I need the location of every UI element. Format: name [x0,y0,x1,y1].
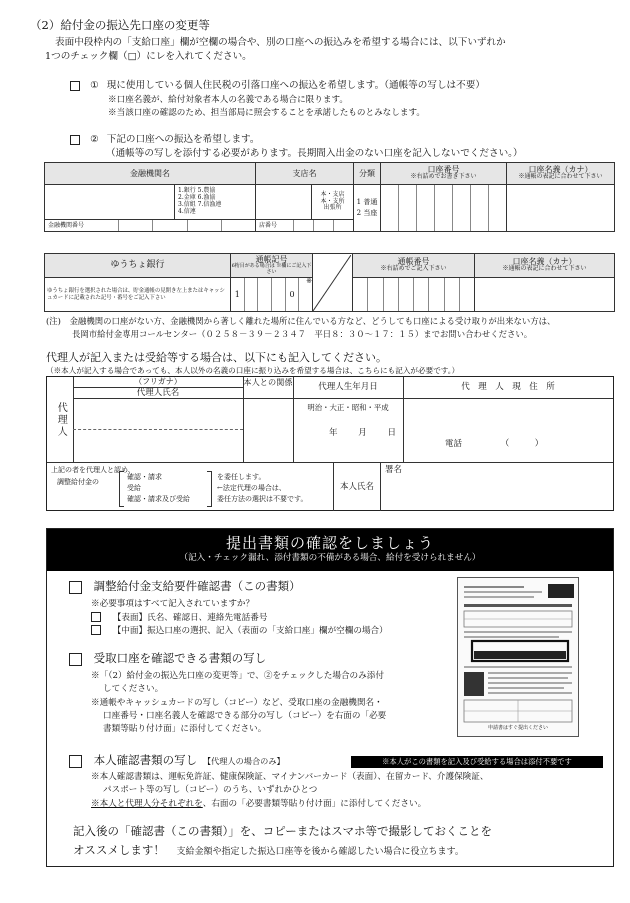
item2-checkbox[interactable] [69,653,82,666]
bank-code-digit[interactable] [187,220,221,231]
bank-type-list: 1.銀行 5.農協 2.金庫 6.漁協 3.信組 7.信漁連 4.信連 [175,185,256,220]
branch-name-header: 支店名 [256,163,354,185]
section-intro-line2: 1つのチェック欄（□）にレを入れてください。 [45,51,252,62]
thumbnail-caption: 申請書はすぐ提出ください [487,725,548,731]
notice: (注) 金融機関の口座がない方、金融機関から著しく離れた場所に住んでいる方など、どうしても口座による受け取りが出来ない方は、 [46,316,556,326]
account-type-options[interactable]: 1 普通 2 当座 [354,185,381,232]
branch-type-list: 本・支店 本・支所 出張所 [312,185,354,220]
yucho-holder-input[interactable] [475,278,615,312]
relation-input[interactable] [243,399,293,462]
checklist-item1: 調整給付金支給要件確認書（この書類） [69,579,301,594]
item3-note1: ※本人確認書類は、運転免許証、健康保険証、マイナンバーカード（表面）、在留カード、介護保険証、 [91,772,489,782]
diagonal-line-icon [313,255,351,311]
delegation-row: 上記の者を代理人と認め、 調整給付金の 確認・請求 受給 確認・請求及び受給 を委任します。 ←法定代理の場合は、 委任方法の選択は不要です。 本人氏名 署名 [47,462,613,511]
branch-code-row: 店番号 [256,220,354,232]
item1-check1: 【表面】氏名、確認日、連絡先電話番号 [91,612,267,623]
item1-sub1-checkbox[interactable] [91,612,101,622]
option2-note: （通帳等の写しを添付する必要があります。長期間入出金のない口座を記入しないでください。） [106,148,523,159]
bank-code-digit[interactable] [221,220,255,231]
birth-date-input[interactable]: 年 月 日 [329,428,396,439]
option2-label: 下記の口座への振込を希望します。 [106,134,260,145]
account-type-header: 分類 [354,163,381,185]
item3-exempt-bar: ※本人がこの書類を記入及び受給する場合は添付不要です [351,756,603,768]
agent-subtitle: （※本人が記入する場合であっても、本人以外の名義の口座に振り込みを希望する場合は、こちらにも記入が必要です。） [46,366,460,375]
option1-note1: ※口座名義が、給付対象者本人の名義である場合に限ります。 [108,95,348,105]
birth-label: 代理人生年月日 [293,377,403,399]
account-number-header: 口座番号 ※右詰めでお書き下さい [381,163,507,185]
agent-title: 代理人が記入または受給等する場合は、以下にも記入してください。 [46,351,387,364]
option1-note2: ※当該口座の確認のため、担当部局に照会することを承諾したものとみなします。 [108,108,425,118]
bank-account-table [44,162,614,231]
checklist-item2: 受取口座を確認できる書類の写し [69,651,266,666]
agent-form [46,376,614,511]
item3-checkbox[interactable] [69,755,82,768]
principal-label: 本人氏名 [333,463,381,511]
item2-note1b: してください。 [103,684,164,694]
item2-note2: ※通帳やキャッシュカードの写し（コピー）など、受取口座の金融機関名・ [91,698,383,708]
delegation-options[interactable]: 確認・請求 受給 確認・請求及び受給 [127,473,190,503]
yucho-symbol-input[interactable]: 1 0 ※ [231,278,313,312]
item3-note2: ※本人と代理人分それぞれを、右面の「必要書類等貼り付け面」に添付してください。 [91,799,427,809]
era-options[interactable]: 明治・大正・昭和・平成 [307,403,389,412]
address-input[interactable] [403,399,613,439]
account-number-input[interactable] [381,185,507,232]
yucho-symbol-header: 通帳記号 6桁目がある場合は ※欄にご記入下さい [231,254,313,278]
option1-row: ① 現に使用している個人住民税の引落口座への振込を希望します。（通帳等の写しは不要） [70,80,485,92]
item2-note2b: 口座番号・口座名義人を確認できる部分の写し（コピー）を右面の「必要 [103,711,387,721]
option2-checkbox[interactable] [70,135,80,145]
item1-checkbox[interactable] [69,581,82,594]
item1-sub2-checkbox[interactable] [91,625,101,635]
yucho-table [44,253,614,311]
footer-line2: オススメします！ 支給金額や指定した振込口座等を後から確認したい場合に役立ちます。 [73,843,464,857]
signature-label: 署名 [385,465,403,475]
checklist-header: 提出書類の確認をしましょう （記入・チェック漏れ、添付書類の不備がある場合、給付を受けられません） [47,529,613,571]
relation-label: 本人との関係 [243,377,293,399]
bank-code-row: 金融機関番号 [45,220,256,232]
option2-row: ② 下記の口座への振込を希望します。 [70,134,259,146]
option1-label: 現に使用している個人住民税の引落口座への振込を希望します。（通帳等の写しは不要） [106,80,485,91]
agent-name-label: 代理人氏名 [73,388,243,399]
notice-line2: 長岡市給付金専用コールセンター（０２５８－３９－２３４７ 平日８：３０～１７：１５）までお問い合わせください。 [72,329,533,339]
yucho-divider [313,254,353,312]
section-intro-line1: 表面中段枠内の「支給口座」欄が空欄の場合や、別の口座への振込みを希望する場合には、以下いずれか [55,37,506,48]
checklist-item3: 本人確認書類の写し 【代理人の場合のみ】 [69,753,285,768]
yucho-note: ゆうちょ銀行を選択された場合は、貯金通帳の見開き左上またはキャッシュカードに記載された記号・番号をご記入下さい [45,278,231,312]
bank-code-digit[interactable] [118,220,152,231]
branch-name-input[interactable] [256,185,312,220]
furigana-label: （フリガナ） [73,377,243,388]
item2-note1: ※「（2）給付金の振込先口座の変更等」で、②をチェックした場合のみ添付 [91,671,384,681]
section-title: （2）給付金の振込先口座の変更等 [30,18,210,32]
branch-code-digit[interactable] [313,220,333,231]
item3-note1b: パスポート等の写し（コピー）のうち、いずれかひとつ [103,785,318,795]
footer-line1: 記入後の「確認書（この書類）」を、コピーまたはスマホ等で撮影しておくことを [73,824,493,838]
bank-name-header: 金融機関名 [45,163,256,185]
document-thumbnail-icon [458,578,578,736]
account-holder-input[interactable] [507,185,615,232]
item1-question: ※必要事項はすべて記入されていますか？ [91,599,255,609]
yucho-holder-header: 口座名義（カナ） ※通帳の表記に合わせて下さい [475,254,615,278]
bank-code-digit[interactable] [152,220,186,231]
furigana-input[interactable] [73,399,243,430]
agent-name-input[interactable] [73,430,243,463]
yucho-number-header: 通帳番号 ※右詰めでご記入下さい [353,254,475,278]
yucho-name: ゆうちょ銀行 [45,254,231,278]
item2-note2c: 書類等貼り付け面」に添付してください。 [103,724,267,734]
checklist-panel [46,528,614,867]
branch-code-digit[interactable] [293,220,313,231]
phone-row[interactable]: 電話 （ ） [445,439,544,449]
item1-check2: 【中面】振込口座の選択、記入（表面の「支給口座」欄が空欄の場合） [91,625,388,636]
account-holder-header: 口座名義（カナ） ※通帳の表記に合わせて下さい [507,163,615,185]
form-thumbnail [457,577,579,737]
option1-checkbox[interactable] [70,81,80,91]
bank-name-input[interactable] [45,185,175,220]
agent-side-label: 代理人 [55,401,67,438]
yucho-number-input[interactable] [353,278,475,312]
signature-input[interactable] [380,463,613,511]
branch-code-digit[interactable] [333,220,353,231]
address-label: 代 理 人 現 住 所 [403,377,613,399]
